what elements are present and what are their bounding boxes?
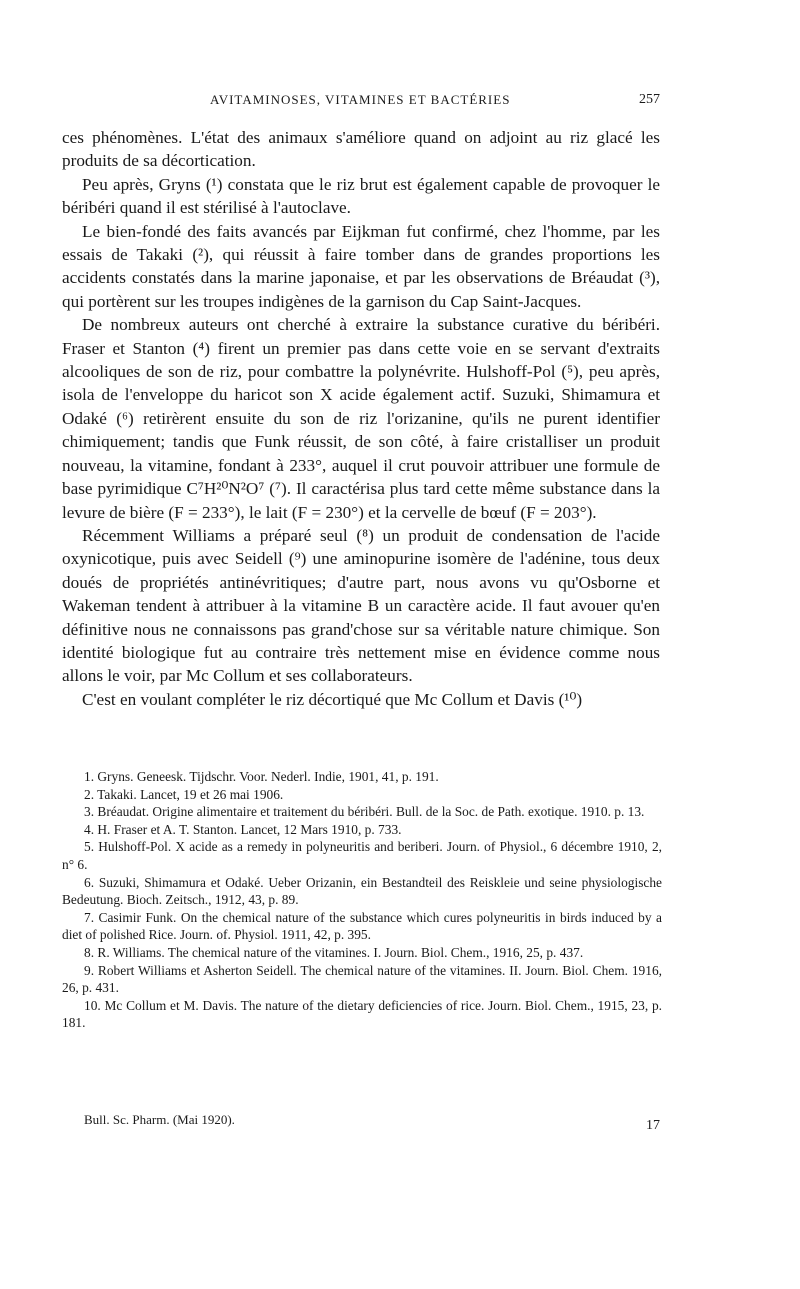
journal-reference: Bull. Sc. Pharm. (Mai 1920). — [84, 1112, 235, 1127]
body-text — [62, 126, 660, 711]
footnote-5: 5. Hulshoff-Pol. X acide as a remedy in polyneuritis and beriberi. Journ. of Physiol., 6 décembre 1910, 2, n° 6. — [62, 839, 662, 872]
footnote-10: 10. Mc Collum et M. Davis. The nature of the dietary deficiencies of rice. Journ. Biol. Chem., 1915, 23, p. 181. — [62, 997, 662, 1031]
footnotes — [62, 768, 662, 1032]
paragraph-1: ces phénomènes. L'état des animaux s'améliore quand on adjoint au riz glacé les produits de sa décortication. — [62, 128, 660, 171]
footnote-1: 1. Gryns. Geneesk. Tijdschr. Voor. Nederl. Indie, 1901, 41, p. 191. — [84, 769, 439, 784]
paragraph-3: Le bien-fondé des faits avancés par Eijkman fut confirmé, chez l'homme, par les essais de Takaki (²), qui réussit à faire tomber dans de grandes proportions les accidents constatés dans la marine japonaise, et par les observations de Bréaudat (³), qui portèrent sur les troupes indigènes de la garnison du Cap Saint-Jacques. — [62, 221, 660, 311]
footnote-4: 4. H. Fraser et A. T. Stanton. Lancet, 12 Mars 1910, p. 733. — [84, 821, 402, 837]
footnote-7: 7. Casimir Funk. On the chemical nature of the substance which cures polyneuritis in birds induced by a diet of polished Rice. Journ. of. Physiol. 1911, 42, p. 395. — [62, 909, 662, 943]
footnote-3: 3. Bréaudat. Origine alimentaire et traitement du béribéri. Bull. de la Soc. de Path. exotique. 1910. p. 13. — [84, 804, 645, 820]
page-footer — [84, 1112, 662, 1136]
paragraph-6: C'est en voulant compléter le riz décortiqué que Mc Collum et Davis (¹⁰) — [82, 689, 583, 709]
paragraph-2: Peu après, Gryns (¹) constata que le riz brut est également capable de provoquer le béribéri quand il est stérilisé à l'autoclave. — [62, 174, 660, 218]
page-header — [60, 92, 660, 112]
footnote-8: 8. R. Williams. The chemical nature of the vitamines. I. Journ. Biol. Chem., 1916, 25, p. 437. — [84, 944, 584, 960]
paragraph-4: De nombreux auteurs ont cherché à extraire la substance curative du béribéri. Fraser et Stanton (⁴) firent un premier pas dans cette voie en se servant d'extraits alcooliques de son de riz, pour combattre la polynévrite. Hulshoff-Pol (⁵), peu après, isola de l'enveloppe du haricot son X acide également actif. Suzuki, Shimamura et Odaké (⁶) retirèrent ensuite du son de riz l'orizanine, qu'ils ne purent identifier chimiquement; tandis que Funk réussit, de son côté, à faire cristalliser un produit nouveau, la vitamine, fondant à 233°, auquel il crut pouvoir attribuer une formule de base pyrimidique C⁷H²⁰N²O⁷ (⁷). Il caractérisa plus tard cette même substance dans la levure de bière (F = 233°), le lait (F = 230°) et la cervelle de bœuf (F = 203°). — [62, 315, 660, 522]
footnote-2: 2. Takaki. Lancet, 19 et 26 mai 1906. — [84, 786, 284, 802]
footnote-9: 9. Robert Williams et Asherton Seidell. The chemical nature of the vitamines. II. Journ. Biol. Chem. 1916, 26, p. 431. — [62, 962, 662, 996]
page-number: 257 — [639, 92, 660, 107]
paragraph-5: Récemment Williams a préparé seul (⁸) un produit de condensation de l'acide oxynicotique, puis avec Seidell (⁹) une aminopurine isomère de l'adénine, tous deux doués de propriétés antinévritiques; d'autre part, nous avons vu qu'Osborne et Wakeman tendent à attribuer à la vitamine B un caractère acide. Il faut avouer qu'en définitive nous ne connaissons pas grand'chose sur sa véritable nature chimique. Son identité biologique fut au contraire très nettement mise en évidence comme nous allons le voir, par Mc Collum et ses collaborateurs. — [62, 525, 660, 686]
signature-mark: 17 — [646, 1118, 660, 1133]
footnote-6: 6. Suzuki, Shimamura et Odaké. Ueber Orizanin, ein Bestandteil des Reiskleie und seine physiologische Bedeutung. Bioch. Zeitsch., 1912, 43, p. 89. — [62, 874, 662, 908]
running-title: AVITAMINOSES, VITAMINES ET BACTÉRIES — [210, 92, 511, 107]
